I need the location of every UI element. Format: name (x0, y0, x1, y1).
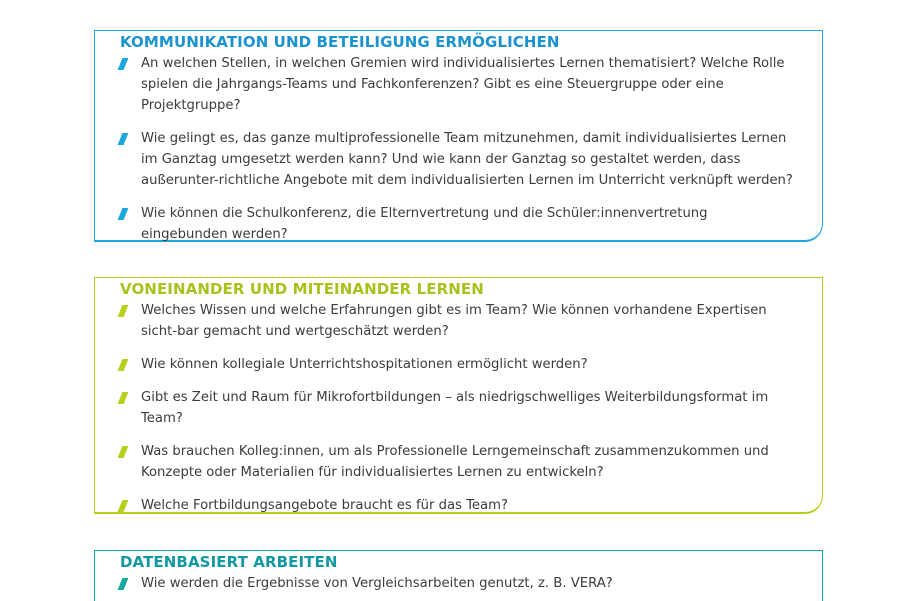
slash-bullet-icon (118, 208, 129, 220)
list-item (119, 203, 797, 245)
slash-bullet-icon (118, 58, 129, 70)
slash-bullet-icon (118, 305, 129, 317)
slash-bullet-icon (118, 133, 129, 145)
question-text: Welches Wissen und welche Erfahrungen gibt es im Team? Wie können vorhandene Expertisen sicht-bar gemacht und wertgeschätzt werden? (141, 303, 767, 339)
section-voneinander-box (94, 277, 823, 514)
question-text: Welche Fortbildungsangebote braucht es für das Team? (141, 498, 508, 513)
section-kommunikation-box (94, 30, 823, 242)
list-item (119, 128, 797, 191)
slash-bullet-icon (118, 500, 129, 512)
list-item (119, 495, 797, 516)
section-heading: DATENBASIERT ARBEITEN (112, 551, 346, 573)
slash-bullet-icon (118, 446, 129, 458)
slash-bullet-icon (118, 359, 129, 371)
section-datenbasiert-box (94, 550, 823, 601)
section-heading: VONEINANDER UND MITEINANDER LERNEN (112, 278, 493, 300)
question-text: An welchen Stellen, in welchen Gremien wird individualisiertes Lernen thematisiert? Welche Rolle spielen die Jahrgangs-Teams und Fachkonferenzen? Gibt es eine Steuergruppe oder eine Projektgruppe? (141, 56, 785, 113)
question-text: Was brauchen Kolleg:innen, um als Professionelle Lerngemeinschaft zusammenzukommen und Konzepte oder Materialien für individualisiertes Lernen zu entwickeln? (141, 444, 769, 480)
slash-bullet-icon (118, 578, 129, 590)
question-text: Gibt es Zeit und Raum für Mikrofortbildungen – als niedrigschwelliges Weiterbildungsformat im Team? (141, 390, 769, 426)
question-list (119, 300, 797, 528)
list-item (119, 387, 797, 429)
list-item (119, 441, 797, 483)
list-item (119, 573, 797, 594)
question-text: Wie gelingt es, das ganze multiprofessionelle Team mitzunehmen, damit individualisiertes Lernen im Ganztag umgesetzt werden kann? Und wie kann der Ganztag so gestaltet werden, dass außerunter-richtliche Angebote mit dem individualisierten Lernen im Unterricht verknüpft werden? (141, 131, 793, 188)
question-text: Wie können die Schulkonferenz, die Elternvertretung und die Schüler:innenvertretung eingebunden werden? (141, 206, 708, 242)
section-heading: KOMMUNIKATION UND BETEILIGUNG ERMÖGLICHEN (112, 31, 569, 53)
question-list (119, 53, 797, 257)
list-item (119, 53, 797, 116)
question-text: Wie können kollegiale Unterrichtshospitationen ermöglicht werden? (141, 357, 588, 372)
question-text: Wie werden die Ergebnisse von Vergleichsarbeiten genutzt, z. B. VERA? (141, 576, 613, 591)
list-item (119, 300, 797, 342)
list-item (119, 354, 797, 375)
slash-bullet-icon (118, 392, 129, 404)
question-list (119, 573, 797, 601)
